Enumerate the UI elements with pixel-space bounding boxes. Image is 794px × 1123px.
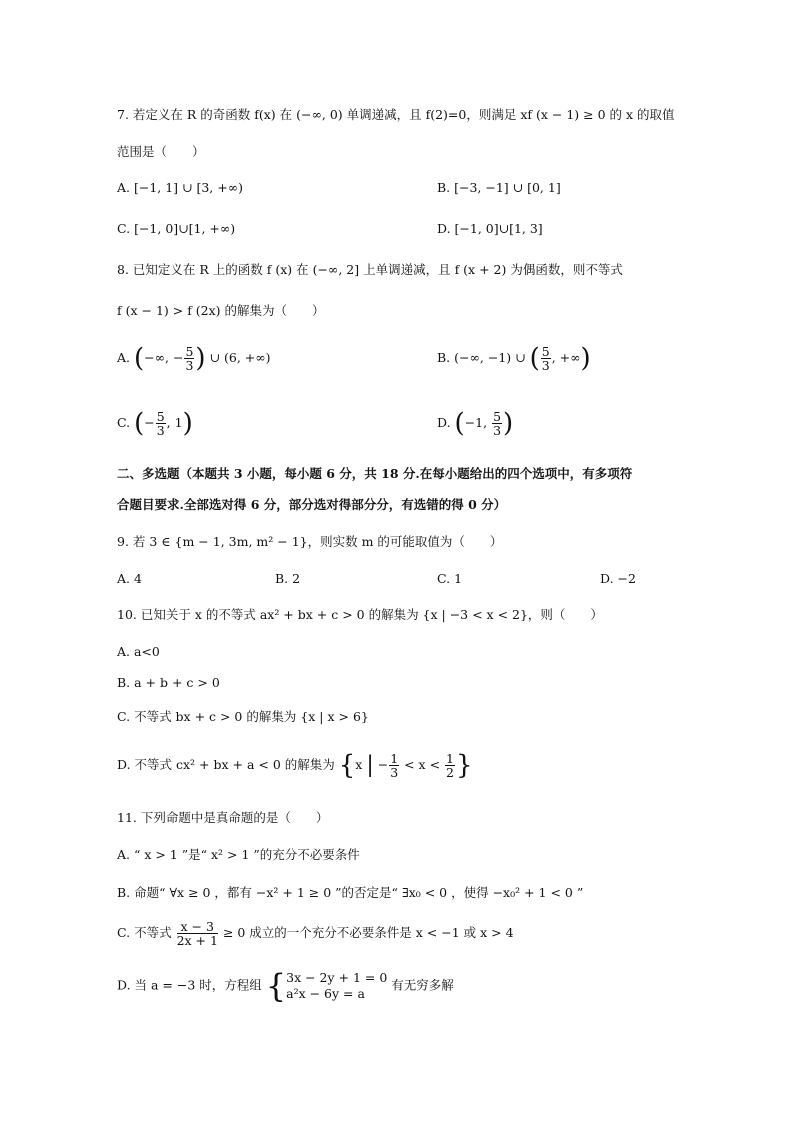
q7-option-d: D. [−1, 0]∪[1, 3] <box>437 221 543 236</box>
q7-stem-line2: 范围是（ ） <box>117 144 205 159</box>
q9-option-b: B. 2 <box>275 571 301 586</box>
q9-stem: 9. 若 3 ∈ {m − 1, 3m, m² − 1}，则实数 m 的可能取值为（ ） <box>117 534 503 549</box>
q11-option-a: A. “ x > 1 ”是“ x² > 1 ”的充分不必要条件 <box>117 847 360 862</box>
q9-option-a: A. 4 <box>117 571 142 586</box>
q10-option-d: D. 不等式 cx² + bx + a < 0 的解集为 {x | − $\frac{1}{3}$ < x < $\frac{1}{2}$ } <box>117 750 473 781</box>
q11-option-d: D. 当 a = −3 时，方程组 { 3x − 2y + 1 = 0 a²x − 6y = a 有无穷多解 <box>117 967 454 1005</box>
q9-option-d: D. −2 <box>600 571 636 586</box>
q7-option-a: A. [−1, 1] ∪ [3, +∞) <box>117 180 244 195</box>
q8-option-b: B. (−∞, −1) ∪ ( $\frac{5}{3}$ , +∞) <box>437 343 591 374</box>
q8-option-c: C. (− $\frac{5}{3}$ , 1) <box>117 408 193 439</box>
q9-option-c: C. 1 <box>437 571 463 586</box>
q8-stem-line1: 8. 已知定义在 R 上的函数 f (x) 在 (−∞, 2] 上单调递减，且 f (x + 2) 为偶函数，则不等式 <box>117 262 623 277</box>
q10-stem: 10. 已知关于 x 的不等式 ax² + bx + c > 0 的解集为 {x | −3 < x < 2}，则（ ） <box>117 607 603 622</box>
q7-option-b: B. [−3, −1] ∪ [0, 1] <box>437 180 561 195</box>
section2-heading-line2: 合题目要求.全部选对得 6 分，部分选对得部分分，有选错的得 0 分） <box>117 497 507 512</box>
q8-option-d: D. (−1, $\frac{5}{3}$ ) <box>437 408 514 439</box>
q10-option-b: B. a + b + c > 0 <box>117 675 220 690</box>
q11-option-b: B. 命题“ ∀x ≥ 0 ，都有 −x² + 1 ≥ 0 ”的否定是“ ∃x₀ < 0 ，使得 −x₀² + 1 < 0 ” <box>117 885 584 900</box>
q7-option-c: C. [−1, 0]∪[1, +∞) <box>117 221 236 236</box>
q10-option-c: C. 不等式 bx + c > 0 的解集为 {x | x > 6} <box>117 709 369 724</box>
q8-stem-line2: f (x − 1) > f (2x) 的解集为（ ） <box>117 303 325 318</box>
q11-stem: 11. 下列命题中是真命题的是（ ） <box>117 810 329 825</box>
q7-stem-line1: 7. 若定义在 R 的奇函数 f(x) 在 (−∞, 0) 单调递减，且 f(2)=0，则满足 xf (x − 1) ≥ 0 的 x 的取值 <box>117 107 675 122</box>
section2-heading-line1: 二、多选题（本题共 3 小题，每小题 6 分，共 18 分.在每小题给出的四个选项中，有多项符 <box>117 466 633 481</box>
q11-option-c: C. 不等式 $\frac{x - 3}{2x + 1}$ ≥ 0 成立的一个充分不必要条件是 x < −1 或 x > 4 <box>117 919 514 949</box>
q10-option-a: A. a<0 <box>117 644 160 659</box>
q8-option-a: A. (−∞, − $\frac{5}{3}$ ) ∪ (6, +∞) <box>117 343 271 374</box>
